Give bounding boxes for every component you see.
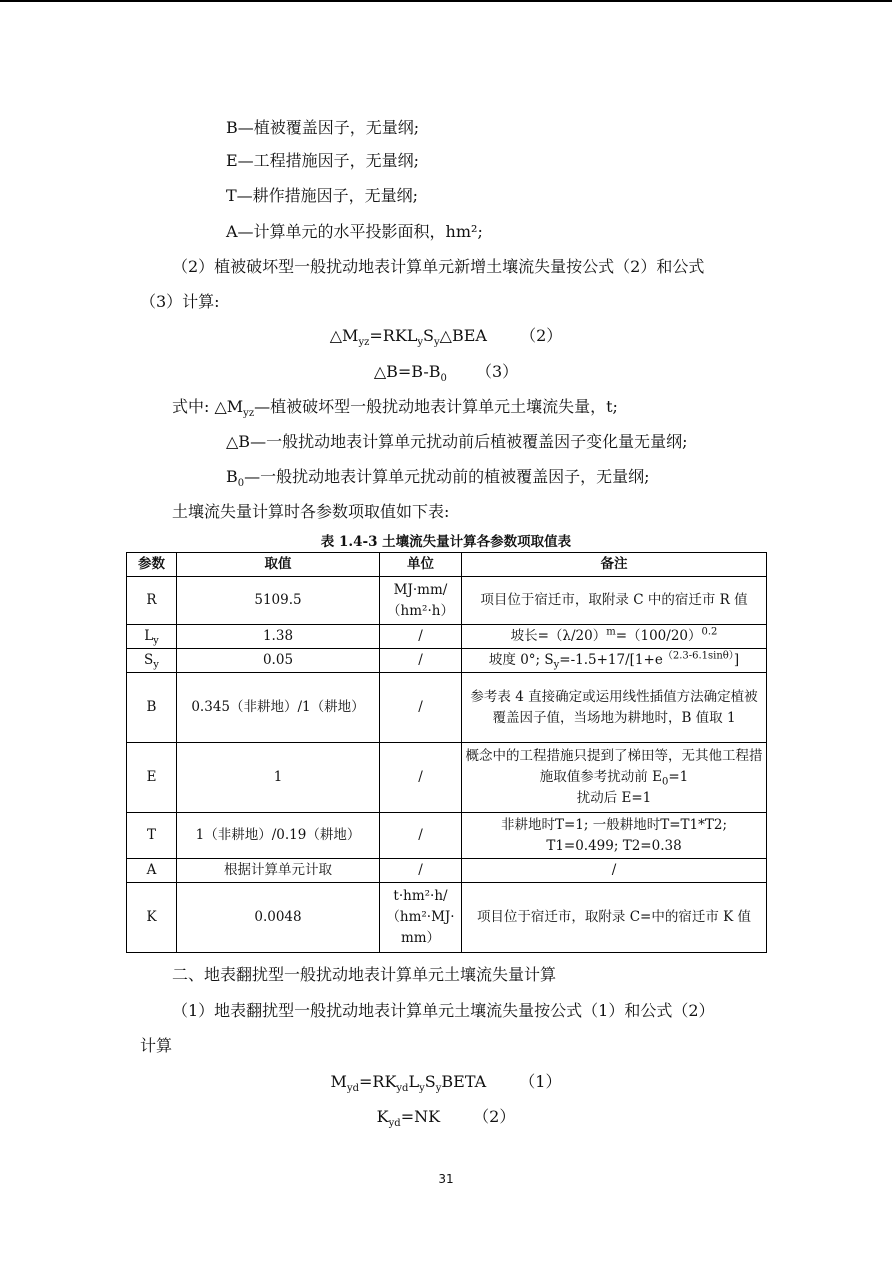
formula-5-part: =NK — [400, 1107, 441, 1126]
note-part: ] — [733, 652, 740, 668]
where-clause-delta-b: △B—一般扰动地表计算单元扰动前后植被覆盖因子变化量无量纲; — [226, 432, 688, 451]
where-lead-tail: —植被破坏型一般扰动地表计算单元土壤流失量，t; — [254, 397, 618, 416]
note-part: =1 — [668, 769, 689, 785]
cell-unit: / — [380, 859, 462, 883]
formula-4-sub: yd — [346, 1083, 359, 1095]
note-part: 坡度 0°; S — [488, 652, 554, 668]
formula-3-number: （3） — [475, 362, 519, 381]
cell-param: K — [127, 883, 177, 953]
paragraph-3-line-1: （1）地表翻扰型一般扰动地表计算单元土壤流失量按公式（1）和公式（2） — [172, 1001, 715, 1020]
formula-4-part: BETA — [441, 1072, 487, 1091]
param-symbol: L — [144, 628, 154, 644]
formula-4-part: S — [424, 1072, 436, 1091]
formula-3-sub: 0 — [440, 373, 447, 385]
cell-param: T — [127, 813, 177, 859]
definition-b: B—植被覆盖因子，无量纲; — [226, 118, 420, 137]
formula-2-part: △BEA — [439, 326, 487, 345]
note-sup: m — [606, 626, 616, 638]
note-sub: y — [553, 659, 560, 671]
cell-unit: MJ·mm/（hm²·h） — [380, 577, 462, 625]
formula-2-sub: y — [417, 337, 424, 349]
formula-2 — [0, 326, 892, 349]
header-value: 取值 — [177, 553, 380, 577]
table-row — [127, 859, 767, 883]
formula-4-sub: y — [435, 1083, 442, 1095]
cell-unit: t·hm²·h/（hm²·MJ·mm） — [380, 883, 462, 953]
where-b0-pre: B — [226, 467, 238, 486]
cell-note: 参考表 4 直接确定或运用线性插值方法确定植被覆盖因子值，当场地为耕地时，B 值取 1 — [462, 673, 767, 743]
formula-3 — [0, 362, 892, 385]
cell-note: / — [462, 859, 767, 883]
cell-note — [462, 813, 767, 859]
formula-4-sub: y — [419, 1083, 425, 1095]
note-sup: 0.2 — [701, 626, 718, 638]
where-b0-tail: —一般扰动地表计算单元扰动前的植被覆盖因子，无量纲; — [244, 467, 650, 486]
cell-value: 0.345（非耕地）/1（耕地） — [177, 673, 380, 743]
formula-4-part: L — [408, 1072, 420, 1091]
table-intro: 土壤流失量计算时各参数项取值如下表: — [172, 502, 450, 521]
note-line: 扰动后 E=1 — [576, 790, 652, 806]
table-row — [127, 743, 767, 813]
formula-5-part: K — [376, 1107, 389, 1126]
table-row — [127, 813, 767, 859]
cell-param: R — [127, 577, 177, 625]
param-sub: y — [153, 635, 159, 647]
cell-note: 项目位于宿迁市，取附录 C=中的宿迁市 K 值 — [462, 883, 767, 953]
header-unit: 单位 — [380, 553, 462, 577]
cell-param — [127, 649, 177, 673]
table-row — [127, 649, 767, 673]
table-row — [127, 577, 767, 625]
page-number: 31 — [438, 1172, 454, 1186]
where-lead: 式中: △M — [172, 397, 244, 416]
table-row — [127, 673, 767, 743]
formula-4-number: （1） — [519, 1072, 562, 1091]
param-sub: y — [153, 659, 159, 671]
cell-unit: / — [380, 743, 462, 813]
cell-note — [462, 743, 767, 813]
table-caption: 表 1.4-3 土壤流失量计算各参数项取值表 — [320, 534, 572, 550]
paragraph-2-line-1: （2）植被破坏型一般扰动地表计算单元新增土壤流失量按公式（2）和公式 — [172, 257, 705, 276]
cell-value: 1（非耕地）/0.19（耕地） — [177, 813, 380, 859]
cell-unit: / — [380, 625, 462, 649]
cell-note: 项目位于宿迁市，取附录 C 中的宿迁市 R 值 — [462, 577, 767, 625]
cell-unit: / — [380, 649, 462, 673]
cell-param — [127, 625, 177, 649]
cell-unit: / — [380, 813, 462, 859]
note-part: =（100/20） — [615, 628, 702, 644]
cell-unit: / — [380, 673, 462, 743]
cell-value: 1.38 — [177, 625, 380, 649]
note-line: 概念中的工程措施只提到了梯田等，无其他工程措施取值参考扰动前 E — [465, 748, 763, 785]
note-sup: （2.3-6.1sinθ） — [662, 650, 734, 662]
formula-4 — [0, 1072, 892, 1095]
cell-param: E — [127, 743, 177, 813]
where-lead-sub: yz — [243, 408, 255, 420]
cell-value: 1 — [177, 743, 380, 813]
where-clause-m — [172, 397, 618, 420]
formula-2-sub: yz — [358, 337, 370, 349]
formula-2-part: =RKL — [369, 326, 418, 345]
where-b0-sub: 0 — [237, 478, 245, 490]
formula-5-sub: yd — [388, 1118, 401, 1130]
formula-4-sub: yd — [396, 1083, 409, 1095]
cell-value: 0.05 — [177, 649, 380, 673]
note-line: T1=0.499; T2=0.38 — [546, 837, 682, 854]
cell-note — [462, 625, 767, 649]
header-note: 备注 — [462, 553, 767, 577]
cell-value: 5109.5 — [177, 577, 380, 625]
definition-a: A—计算单元的水平投影面积，hm²; — [226, 222, 483, 241]
parameter-table — [126, 552, 767, 953]
param-symbol: S — [144, 652, 154, 668]
header-param: 参数 — [127, 553, 177, 577]
cell-note — [462, 649, 767, 673]
formula-4-part: =RK — [359, 1072, 397, 1091]
cell-value: 0.0048 — [177, 883, 380, 953]
definition-e: E—工程措施因子，无量纲; — [226, 151, 420, 170]
formula-5-number: （2） — [473, 1107, 516, 1126]
table-row — [127, 625, 767, 649]
where-clause-b0 — [226, 467, 650, 490]
formula-5 — [0, 1107, 892, 1130]
table-header-row — [127, 553, 767, 577]
formula-2-part: S — [423, 326, 435, 345]
formula-2-sub: y — [434, 337, 440, 349]
cell-param: B — [127, 673, 177, 743]
cell-value: 根据计算单元计取 — [177, 859, 380, 883]
table-row — [127, 883, 767, 953]
formula-2-part: △M — [329, 326, 359, 345]
definition-t: T—耕作措施因子，无量纲; — [226, 186, 419, 205]
formula-3-part: △B=B-B — [373, 362, 441, 381]
note-line: 非耕地时T=1; 一般耕地时T=T1*T2; — [500, 816, 728, 833]
note-part: 坡长=（λ/20） — [510, 628, 607, 644]
paragraph-3-line-2: 计算 — [140, 1036, 173, 1055]
formula-2-number: （2） — [520, 326, 563, 345]
note-part: =-1.5+17/[1+e — [559, 652, 663, 668]
paragraph-2-line-2: （3）计算: — [140, 292, 220, 311]
formula-4-part: M — [330, 1072, 347, 1091]
section-2-title: 二、地表翻扰型一般扰动地表计算单元土壤流失量计算 — [172, 965, 557, 984]
cell-param: A — [127, 859, 177, 883]
note-sub: 0 — [661, 776, 669, 788]
